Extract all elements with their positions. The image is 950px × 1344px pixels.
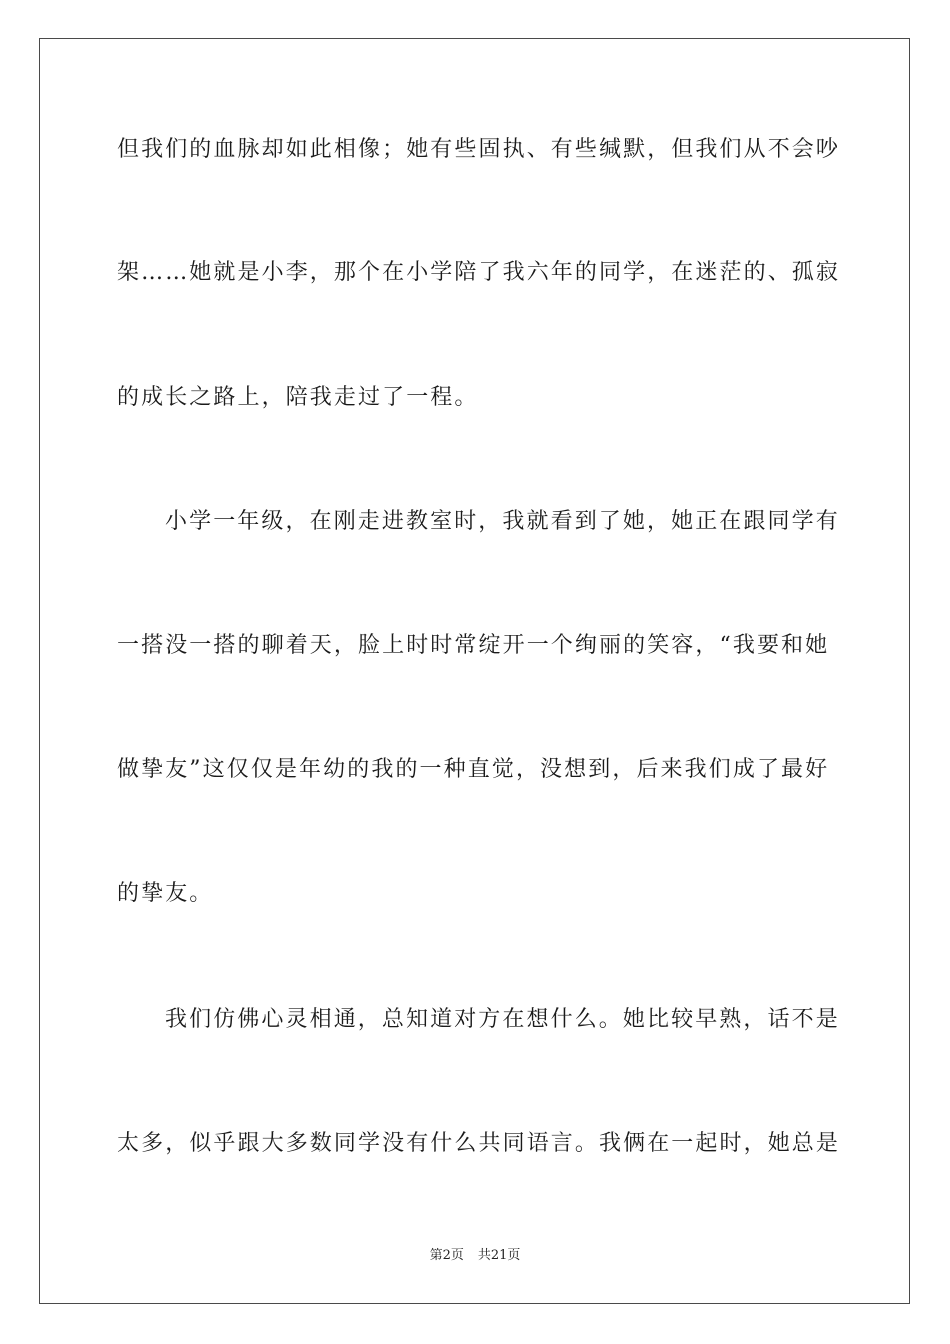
text-line: 的挚友。 [117, 881, 214, 906]
text-line: 做挚友”这仅仅是年幼的我的一种直觉，没想到，后来我们成了最好 [117, 757, 830, 782]
page-border [39, 38, 910, 1304]
text-line: 一搭没一搭的聊着天，脸上时时常绽开一个绚丽的笑容，“我要和她 [117, 633, 830, 658]
text-line: 太多，似乎跟大多数同学没有什么共同语言。我俩在一起时，她总是 [117, 1131, 841, 1156]
page-number: 第2页 [429, 1248, 464, 1263]
text-line: 架……她就是小李，那个在小学陪了我六年的同学，在迷茫的、孤寂 [117, 260, 841, 285]
text-line: 的成长之路上，陪我走过了一程。 [117, 385, 479, 410]
text-line: 但我们的血脉却如此相像；她有些固执、有些缄默，但我们从不会吵 [117, 137, 841, 162]
text-line-paragraph-start: 小学一年级，在刚走进教室时，我就看到了她，她正在跟同学有 [165, 509, 840, 534]
text-line-paragraph-start: 我们仿佛心灵相通，总知道对方在想什么。她比较早熟，话不是 [165, 1007, 840, 1032]
page-total: 共21页 [477, 1248, 521, 1263]
page-footer [0, 1247, 950, 1265]
